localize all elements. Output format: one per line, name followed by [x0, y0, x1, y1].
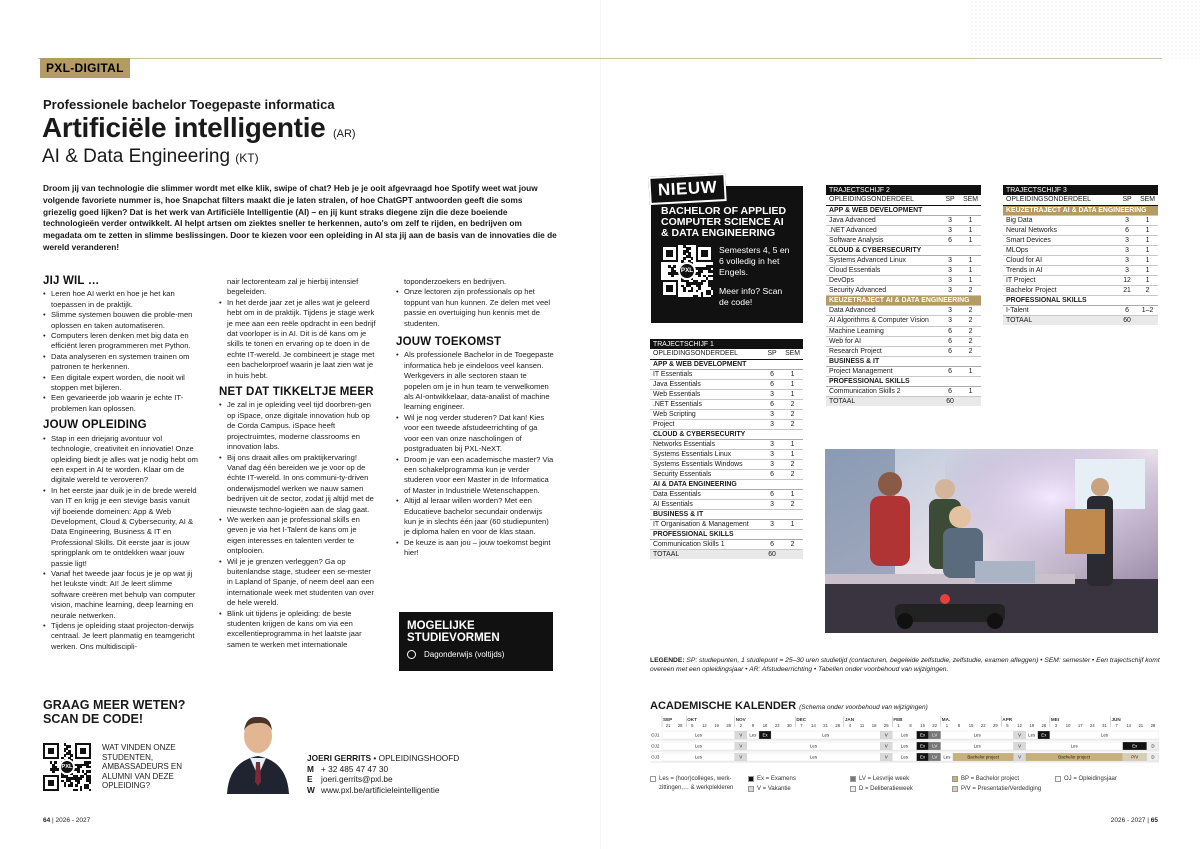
academic-calendar-title: ACADEMISCHE KALENDER (Schema onder voorbehoud van wijzigingen): [650, 700, 928, 712]
list-item: • Data analyseren en systemen trainen om patronen te herkennen.: [43, 352, 199, 373]
student-reviews-text: WAT VINDEN ONZE STUDENTEN, AMBASSADEURS EN ALUMNI VAN DEZE OPLEIDING?: [102, 743, 183, 790]
calendar-day-label: 12: [1017, 723, 1022, 728]
list-item: • Een digitale expert worden, die nooit wil stoppen met bijleren.: [43, 373, 199, 394]
calendar-month-label: JUN: [1111, 717, 1121, 722]
calendar-period-label: Les: [749, 732, 757, 738]
calendar-month-label: APR: [1002, 717, 1013, 722]
table-section-row: KEUZETRAJECT AI & DATA ENGINEERING: [826, 295, 981, 305]
table-row: Systems Advanced Linux 3 1: [826, 255, 981, 265]
table-row: I-Talent 6 1–2: [1003, 305, 1158, 315]
list-item: • In het derde jaar zet je alles wat je geleerd hebt om in de praktijk. Tijdens je stage werk je mee aan een reële opdracht in een bedrijf dat voorloper is in AI. Dit is dé kans om je skills te tonen en ervaring op te doen in de echte IT-wereld. Je combineert je stage met een bachelorproef waarin je laat zien wat je in huis hebt.: [219, 298, 377, 381]
list-item: • Stap in een driejarig avontuur vol technologie, creativiteit en innovatie! Onze opleiding biedt je alles wat je nodig hebt om een expert in AI te worden. Klaar om de digitale wereld te veroveren?: [43, 434, 199, 486]
calendar-legend-item: [650, 775, 747, 793]
table-row: TOTAAL 60: [650, 549, 803, 559]
calendar-period-label: V: [884, 754, 888, 760]
calendar-day-label: 24: [1089, 723, 1095, 728]
calendar-month-label: DEC: [796, 717, 807, 722]
table-row: AI Algorithms & Computer Vision 3 2: [826, 315, 981, 326]
table-section-row: AI & DATA ENGINEERING: [650, 479, 803, 489]
calendar-period-label: Les: [809, 743, 818, 749]
calendar-period-label: Ex: [762, 732, 768, 738]
list-item: • Wil je je grenzen verleggen? Ga op buitenlandse stage, studeer een se-mester in Lapland of Spanje, of neem deel aan een internationale week met studenten van over de hele wereld.: [219, 557, 377, 609]
calendar-row-label: OJ2: [651, 743, 660, 749]
program-subtitle: Professionele bachelor Toegepaste informatica: [43, 97, 335, 112]
page-title: Artificiële intelligentie (AR): [42, 112, 356, 143]
list-item: • Blink uit tijdens je opleiding: de beste studenten krijgen de kans om via een excellentieprogramma in het laatste jaar samen te werken met internationale: [219, 609, 377, 651]
table-row: .NET Advanced 3 1: [826, 225, 981, 235]
calendar-period-label: V: [884, 732, 888, 738]
calendar-period-label: Les: [1100, 732, 1108, 738]
calendar-period-label: Bachelor project: [967, 754, 1000, 760]
list-item: • Als professionele Bachelor in de Toegepaste informatica heb je eindeloos veel kansen. Werkgevers in alle sectoren staan te popelen om je in hun team te verwelkomen als AI-ontwikkelaar, data-analist of machine learning engineer.: [396, 350, 554, 412]
calendar-day-label: 28: [835, 723, 841, 728]
table-section-row: CLOUD & CYBERSECURITY: [650, 429, 803, 439]
list-item: • Je zal in je opleiding veel tijd doorbren-gen op iSpace, onze digitale innovation hub op de Corda Campus. iSpace heeft projectruimtes, moderne classrooms en innovation labs.: [219, 400, 377, 452]
calendar-period-label: V: [739, 754, 743, 760]
calendar-period-label: LV: [932, 743, 938, 749]
calendar-day-label: 19: [714, 723, 719, 728]
calendar-day-label: 7: [1115, 723, 1118, 728]
table-legend: LEGENDE: SP: studiepunten, 1 studiepunt = 25–30 uren studietijd (contacturen, begeleide zelfstudie, zelfstudie, examen afleggen) • SEM: semester • Een trajectschijf komt overeen met een opleidingsjaar • AR: Afstudeerrichting • Tabellen onder voorbehoud van wijzigingen.: [650, 657, 1160, 673]
table-row: Systems Essentials Linux 3 1: [650, 449, 803, 459]
calendar-month-label: SEP: [663, 717, 673, 722]
calendar-period-label: V: [1018, 732, 1022, 738]
table-row: Security Essentials 6 2: [650, 469, 803, 479]
calendar-period-label: Bachelor project: [1058, 754, 1091, 760]
table-row: Data Advanced 3 2: [826, 305, 981, 315]
calendar-grid: [650, 715, 1159, 765]
text-column-2: [219, 277, 377, 650]
list-col3: [396, 287, 554, 329]
table-row: Research Project 6 2: [826, 346, 981, 356]
calendar-legend-item: [952, 785, 1041, 794]
calendar-day-label: 8: [909, 723, 912, 728]
legend-text: P/V = Presentatie/Verdediging: [961, 786, 1042, 792]
calendar-day-label: 29: [993, 723, 998, 728]
table-row: Data Essentials 6 1: [650, 489, 803, 499]
calendar-day-label: 17: [1077, 723, 1083, 728]
calendar-period-label: Les: [900, 743, 908, 749]
academic-calendar: [650, 715, 1159, 765]
calendar-day-label: 14: [1126, 723, 1132, 728]
calendar-period-label: Les: [973, 743, 981, 749]
calendar-period-label: P/V: [1131, 754, 1139, 760]
table-row: Trends in AI 3 1: [1003, 265, 1158, 275]
table-row: Java Essentials 6 1: [650, 379, 803, 389]
table-row: Big Data 3 1: [1003, 215, 1158, 225]
calendar-period-label: Les: [900, 732, 908, 738]
calendar-month-label: FEB: [893, 717, 903, 722]
legend-swatch: [1055, 776, 1061, 782]
legend-text: Ex = Examens: [757, 776, 796, 782]
table-title-row: TRAJECTSCHIJF 2: [826, 185, 981, 195]
decorative-dot-pattern: [970, 0, 1200, 60]
table-row: Project 3 2: [650, 419, 803, 429]
legend-swatch: [850, 786, 856, 792]
legend-swatch: [650, 776, 656, 782]
calendar-day-label: 14: [811, 723, 816, 728]
table-section-row: KEUZETRAJECT AI & DATA ENGINEERING: [1003, 205, 1158, 215]
calendar-day-label: 15: [920, 723, 925, 728]
table-row: Communication Skills 2 6 1: [826, 386, 981, 396]
table-row: Cloud Essentials 3 1: [826, 265, 981, 275]
trajectschijf-3-table: [1003, 185, 1158, 325]
calendar-period-label: Les: [694, 754, 702, 760]
calendar-legend-item: [850, 775, 909, 784]
legend-text: V = Vakantie: [757, 786, 791, 792]
table-row: IT Project 12 1: [1003, 275, 1158, 285]
calendar-period-label: Les: [973, 732, 981, 738]
calendar-day-label: 4: [848, 723, 852, 728]
table-row: Systems Essentials Windows 3 2: [650, 459, 803, 469]
list-item: • In het eerste jaar duik je in de brede wereld van IT en krijg je een stevige basis vanuit vijf boeiende domeinen: App & Web Development, Cloud & Cybersecurity, AI & Data Engineering, Business & IT en Professional Skills. Dit eerste jaar is jouw springplank om te ontdekken waar jouw passie ligt!: [43, 486, 199, 569]
calendar-period-label: Ex: [920, 743, 926, 749]
calendar-day-label: 22: [932, 723, 938, 728]
calendar-day-label: 19: [1029, 723, 1035, 728]
calendar-period-label: Les: [822, 732, 830, 738]
calendar-day-label: 2: [739, 723, 742, 728]
study-form-item: Dagonderwijs (voltijds): [407, 650, 545, 659]
legend-text: D = Deliberatieweek: [859, 786, 913, 792]
calendar-period-label: Ex: [1132, 743, 1138, 749]
heading-jouw-toekomst: JOUW TOEKOMST: [396, 336, 502, 349]
calendar-day-label: 12: [702, 723, 707, 728]
calendar-month-label: JAN: [844, 717, 855, 722]
nieuw-badge: NIEUW: [648, 173, 727, 205]
page-spread-divider: [600, 0, 601, 849]
table-row: Web for AI 6 2: [826, 336, 981, 346]
calendar-legend-item: [1055, 775, 1117, 784]
calendar-period-label: V: [739, 743, 743, 749]
calendar-day-label: 26: [1041, 723, 1047, 728]
text-column-1: [43, 276, 199, 652]
calendar-period-label: Les: [809, 754, 818, 760]
calendar-period-label: V: [1018, 743, 1022, 749]
study-forms-box: [399, 612, 553, 671]
list-jouw-toekomst: [396, 350, 554, 558]
calendar-day-label: 9: [751, 723, 755, 728]
legend-swatch: [748, 776, 754, 782]
calendar-day-label: 26: [726, 723, 732, 728]
calendar-period-label: V: [1018, 754, 1022, 760]
legend-swatch: [952, 786, 958, 792]
calendar-legend-item: [748, 775, 796, 784]
table-row: Bachelor Project 21 2: [1003, 285, 1158, 295]
continued-text: nair lectorenteam zal je hierbij intensief begeleiden.: [227, 277, 359, 297]
legend-text: BP = Bachelor project: [961, 776, 1020, 782]
calendar-day-label: 3: [1054, 723, 1058, 728]
calendar-day-label: 30: [786, 723, 792, 728]
calendar-day-label: 28: [677, 723, 683, 728]
footer-right: 2026 - 2027 | 65: [1110, 817, 1158, 824]
table-row: Web Essentials 3 1: [650, 389, 803, 399]
calendar-day-label: 23: [774, 723, 780, 728]
list-item: • De keuze is aan jou – jouw toekomst begint hier!: [396, 538, 554, 559]
heading-jij-wil: JIJ WIL …: [43, 275, 100, 287]
legend-text: Les = (hoor)colleges, werk-zittingen,… & werkplekleren: [659, 776, 734, 791]
calendar-period-label: D: [1151, 743, 1155, 749]
list-item: • Een gevarieerde job waarin je echte IT-problemen kan oplossen.: [43, 393, 199, 414]
contact-website: W www.pxl.be/artificieleintelligentie: [307, 784, 440, 795]
contact-mobile: M + 32 485 47 47 30: [307, 763, 389, 774]
calendar-period-label: V: [884, 743, 888, 749]
calendar-day-label: 18: [871, 723, 877, 728]
calendar-period-label: Les: [694, 743, 702, 749]
calendar-period-label: D: [1151, 754, 1155, 760]
contact-email: E joeri.gerrits@pxl.be: [307, 774, 393, 784]
list-item: • Vanaf het tweede jaar focus je je op wat jij het leukste vindt: AI! Je leert slimme software creëren met behulp van computer vision, machine learning, deep learning en neurale netwerken.: [43, 569, 199, 621]
calendar-period-label: Les: [1070, 743, 1078, 749]
table-section-row: APP & WEB DEVELOPMENT: [826, 205, 981, 215]
calendar-period-label: Les: [900, 754, 908, 760]
legend-text: LV = Lesvrije week: [859, 776, 910, 782]
table-section-row: CLOUD & CYBERSECURITY: [826, 245, 981, 255]
calendar-legend-item: [748, 785, 791, 794]
qr-code-icon[interactable]: [43, 743, 91, 791]
calendar-day-label: 5: [691, 723, 694, 728]
list-jouw-opleiding: [43, 434, 199, 653]
table-row: DevOps 3 1: [826, 275, 981, 285]
calendar-day-label: 21: [1138, 723, 1144, 728]
list-item: • We werken aan je professional skills en geven je via het I-Talent de kans om je eigen interesses en talenten verder te ontplooien.: [219, 515, 377, 557]
list-net-dat-tikkeltje-meer: [219, 400, 377, 650]
table-row: Smart Devices 3 1: [1003, 235, 1158, 245]
calendar-day-label: 28: [1150, 723, 1156, 728]
trajectschijf-2-table: [826, 185, 981, 406]
brand-tag: PXL-DIGITAL: [40, 58, 130, 78]
list-jij-wil: [43, 289, 199, 414]
calendar-day-label: 15: [968, 723, 974, 728]
list-item: • Droom je van een academische master? Via een schakelprogramma kun je verder studeren voor een Master in de Informatica of Master in Industriële Wetenschappen.: [396, 455, 554, 497]
footer-left: 64 | 2026 - 2027: [43, 817, 91, 824]
calendar-period-label: V: [739, 732, 743, 738]
promo-title: BACHELOR OF APPLIED COMPUTER SCIENCE AI & DATA ENGINEERING: [661, 205, 787, 239]
contact-block: [307, 753, 459, 795]
legend-text: OJ = Opleidingsjaar: [1064, 776, 1117, 782]
legend-swatch: [748, 786, 754, 792]
calendar-row-label: OJ1: [651, 732, 660, 738]
calendar-period-label: Ex: [1041, 732, 1047, 738]
page-title-secondary: AI & Data Engineering (KT): [42, 146, 259, 167]
promo-cta: Meer info? Scan de code!: [719, 286, 783, 307]
calendar-day-label: 16: [762, 723, 768, 728]
table-row: MLOps 3 1: [1003, 245, 1158, 255]
trajectschijf-1-table: [650, 339, 803, 559]
calendar-period-label: Ex: [920, 732, 926, 738]
table-section-row: PROFESSIONAL SKILLS: [1003, 295, 1158, 305]
calendar-legend: [650, 775, 1159, 795]
table-row: Web Scripting 3 2: [650, 409, 803, 419]
calendar-month-label: MEI: [1050, 717, 1060, 722]
table-row: TOTAAL 60: [1003, 315, 1158, 325]
list-item: • Computers leren denken met big data en efficiënt leren programmeren met Python.: [43, 331, 199, 352]
calendar-day-label: 25: [883, 723, 889, 728]
list-item: • Bij ons draait alles om praktijkervaring! Vanaf dag één bereiden we je voor op de échte IT-wereld. In ons communi-ty-driven onderwijsmodel werken we nauw samen bedrijven uit de sector, zodat jij altijd met de nieuwste techno-logieën aan de slag gaat.: [219, 453, 377, 515]
calendar-day-label: 21: [665, 723, 671, 728]
english-bachelor-promo: [651, 186, 803, 323]
calendar-day-label: 1: [945, 723, 949, 728]
calendar-period-label: LV: [932, 732, 938, 738]
legend-swatch: [850, 776, 856, 782]
circle-icon: [407, 650, 416, 659]
table-section-row: PROFESSIONAL SKILLS: [650, 529, 803, 539]
calendar-day-label: 7: [800, 723, 803, 728]
table-row: Security Advanced 3 2: [826, 285, 981, 295]
students-lab-photo: [825, 449, 1158, 633]
calendar-period-label: Les: [694, 732, 702, 738]
calendar-period-label: Ex: [920, 754, 926, 760]
table-row: Project Management 6 1: [826, 366, 981, 376]
list-col2: [219, 298, 377, 381]
calendar-day-label: 22: [980, 723, 986, 728]
table-title-row: TRAJECTSCHIJF 3: [1003, 185, 1158, 195]
table-header-row: OPLEIDINGSONDERDEEL SP SEM: [650, 349, 803, 359]
intro-paragraph: Droom jij van technologie die slimmer wordt met elke klik, swipe of chat? Heb je je ooit afgevraagd hoe Spotify weet wat jouw volgende favoriete nummer is, hoe Snapchat filters maakt die je laten stralen, of hoe ChatGPT antwoorden geeft die soms griezelig goed lijken? Dat is het werk van Artificiële Intelligentie (AI) – en jij kunt straks diegene zijn die deze boeiende technologieën verder ontwikkelt. AI helpt artsen om ziektes sneller te herkennen, auto's om zelf te rijden, en bedrijven om megadata om te zetten in slimme beslissingen. Door te kiezen voor een opleiding in AI sta jij aan de basis van de innovaties die de wereld veranderen!: [43, 183, 557, 252]
list-item: • Altijd al leraar willen worden? Met een Educatieve bachelor secundair onderwijs kun je in slechts één jaar (60 studiepunten) je diploma halen en voor de klas staan.: [396, 496, 554, 538]
calendar-day-label: 11: [859, 723, 865, 728]
table-header-row: OPLEIDINGSONDERDEEL SP SEM: [1003, 195, 1158, 205]
list-item: • Tijdens je opleiding staat projecton-derwijs centraal. Je leert planmatig en teamgericht werken. Ons multidiscipli-: [43, 621, 199, 652]
calendar-day-label: 21: [823, 723, 828, 728]
table-header-row: OPLEIDINGSONDERDEEL SP SEM: [826, 195, 981, 205]
table-row: Networks Essentials 3 1: [650, 439, 803, 449]
more-info-heading: GRAAG MEER WETEN? SCAN DE CODE!: [43, 698, 186, 726]
table-row: IT Organisation & Management 3 1: [650, 519, 803, 529]
table-section-row: APP & WEB DEVELOPMENT: [650, 359, 803, 369]
pxl-logo-icon: PXL: [678, 262, 696, 280]
calendar-day-label: 1: [897, 723, 900, 728]
calendar-legend-item: [850, 785, 913, 794]
calendar-month-label: NOV: [735, 717, 746, 722]
table-title-row: TRAJECTSCHIJF 1: [650, 339, 803, 349]
table-row: Communication Skills 1 6 2: [650, 539, 803, 549]
list-item: • Leren hoe AI werkt en hoe je het kan toepassen in de praktijk.: [43, 289, 199, 310]
qr-code-icon[interactable]: [661, 245, 713, 297]
legend-swatch: [952, 776, 958, 782]
calendar-month-label: MA.: [941, 717, 951, 722]
table-section-row: BUSINESS & IT: [826, 356, 981, 366]
calendar-period-label: Les: [1028, 732, 1036, 738]
heading-net-dat-tikkeltje-meer: NET DAT TIKKELTJE MEER: [219, 386, 374, 399]
table-row: TOTAAL 60: [826, 396, 981, 406]
calendar-legend-item: [952, 775, 1019, 784]
continued-text: toponderzoekers en bedrijven.: [404, 277, 507, 286]
calendar-row-label: OJ3: [651, 754, 660, 760]
contact-name-line: JOERI GERRITS • OPLEIDINGSHOOFD: [307, 753, 460, 763]
avatar: [219, 706, 297, 794]
table-row: Software Analysis 6 1: [826, 235, 981, 245]
calendar-day-label: 10: [1065, 723, 1071, 728]
table-section-row: PROFESSIONAL SKILLS: [826, 376, 981, 386]
heading-jouw-opleiding: JOUW OPLEIDING: [43, 419, 147, 432]
calendar-period-label: Les: [943, 754, 951, 760]
list-item: • Onze lectoren zijn professionals op het toppunt van hun kunnen. Ze delen met veel passie en overtuiging hun kennis met de studenten.: [396, 287, 554, 329]
table-row: IT Essentials 6 1: [650, 369, 803, 379]
list-item: • Slimme systemen bouwen die proble-men oplossen en taken automatiseren.: [43, 310, 199, 331]
calendar-period-label: LV: [932, 754, 938, 760]
table-row: .NET Essentials 6 2: [650, 399, 803, 409]
table-row: Neural Networks 6 1: [1003, 225, 1158, 235]
calendar-day-label: 5: [1006, 723, 1009, 728]
calendar-month-label: OKT: [687, 717, 697, 722]
text-column-3: [396, 277, 554, 559]
table-row: AI Essentials 3 2: [650, 499, 803, 509]
table-row: Java Advanced 3 1: [826, 215, 981, 225]
table-section-row: BUSINESS & IT: [650, 509, 803, 519]
study-forms-title: MOGELIJKE STUDIEVORMEN: [407, 620, 500, 644]
pxl-logo-icon: PXL: [59, 759, 75, 775]
table-row: Cloud for AI 3 1: [1003, 255, 1158, 265]
calendar-day-label: 8: [957, 723, 961, 728]
promo-text: Semesters 4, 5 en 6 volledig in het Engels.: [719, 245, 790, 277]
table-row: Machine Learning 6 2: [826, 326, 981, 336]
list-item: • Wil je nog verder studeren? Dat kan! Kies voor een tweede afstudeerrichting of ga voor een van onze nascholingen of postgraduaten bij PXL-NeXT.: [396, 413, 554, 455]
calendar-day-label: 31: [1102, 723, 1107, 728]
